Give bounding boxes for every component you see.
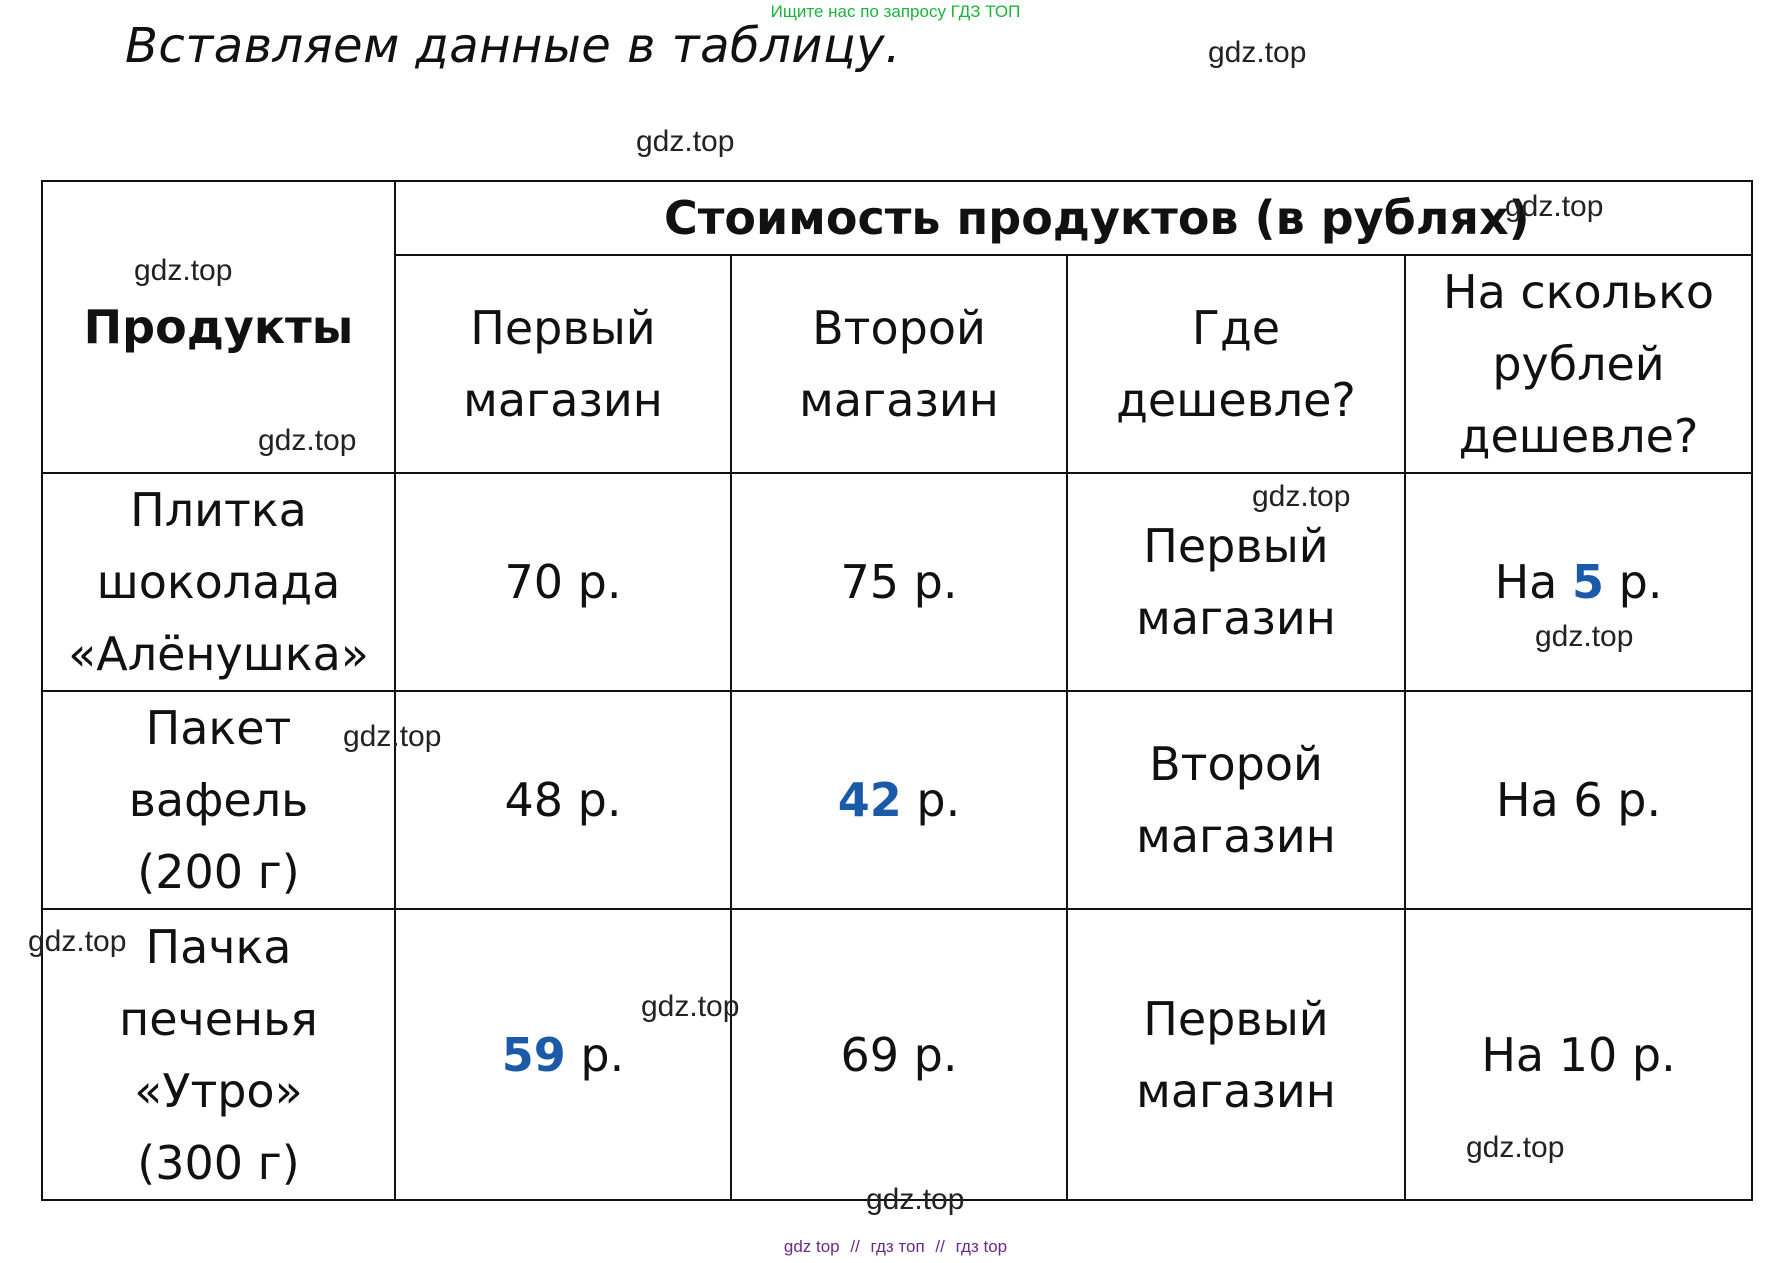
watermark: gdz.top [1505,190,1604,223]
diff-prefix: На [1481,1027,1559,1082]
header-shop1-line2: магазин [463,373,663,427]
footer-separator: // [850,1237,860,1256]
diff-value: 6 [1573,773,1603,827]
header-shop1-line1: Первый [470,301,656,355]
diff-cell [1405,909,1752,1200]
product-line: (200 г) [137,845,300,899]
watermark: gdz.top [866,1183,965,1216]
watermark: gdz.top [1252,480,1351,513]
cheaper-line: магазин [1136,809,1336,863]
cheaper-line: Второй [1149,737,1323,791]
price-value: 48 [504,773,564,827]
table-row [42,473,1752,691]
header-shop2-line2: магазин [799,373,999,427]
footer-links [0,1237,1791,1257]
header-cheaper [1067,255,1405,473]
header-shop2-line1: Второй [812,301,986,355]
diff-value-highlight: 5 [1571,555,1604,609]
shop2-price-cell [731,473,1067,691]
search-banner: Ищите нас по запросу ГДЗ ТОП [770,2,1021,21]
shop1-price-cell [395,691,731,909]
cheaper-line: магазин [1136,1063,1336,1118]
diff-prefix: На [1494,555,1572,609]
price-value-highlight: 59 [501,1027,566,1082]
shop1-price-cell [395,909,731,1200]
product-line: «Алёнушка» [68,627,369,681]
price-unit: р. [899,555,958,609]
header-cheaper-line2: дешевле? [1116,373,1356,427]
header-group-cost-label: Стоимость продуктов (в рублях) [664,191,1530,245]
table-header-row [42,181,1752,255]
header-shop1 [395,255,731,473]
watermark: gdz.top [641,990,740,1023]
diff-cell [1405,473,1752,691]
shop2-price-cell [731,691,1067,909]
header-shop2 [731,255,1067,473]
header-diff-line2: рублей [1492,337,1665,391]
diff-unit: р. [1617,1027,1676,1082]
table-row [42,691,1752,909]
product-cell [42,473,395,691]
price-unit: р. [563,773,622,827]
diff-prefix: На [1495,773,1574,827]
price-value-highlight: 42 [837,773,902,827]
watermark: gdz.top [258,424,357,457]
watermark: gdz.top [1466,1131,1565,1164]
cheaper-cell [1067,691,1405,909]
watermark: gdz.top [343,720,442,753]
shop2-price-cell [731,909,1067,1200]
watermark: gdz.top [28,925,127,958]
price-unit: р. [899,1027,958,1082]
header-diff [1405,255,1752,473]
price-table [41,180,1753,1201]
product-line: шоколада [96,555,341,609]
page-heading: Вставляем данные в таблицу. [125,18,901,74]
footer-separator: // [935,1237,945,1256]
footer-link-gdz-top-mixed[interactable]: гдз top [955,1237,1008,1256]
product-line: печенья [119,991,318,1046]
header-products-label: Продукты [83,300,354,354]
price-unit: р. [565,1027,625,1082]
product-line: Плитка [130,483,307,537]
product-line: (300 г) [137,1135,300,1190]
header-diff-line3: дешевле? [1458,409,1699,463]
cheaper-line: Первый [1143,991,1329,1046]
product-line: Пачка [145,919,292,974]
diff-value: 10 [1558,1027,1618,1082]
price-value: 70 [504,555,564,609]
footer-link-gdz-top[interactable]: gdz top [783,1237,840,1256]
header-cheaper-line1: Где [1191,301,1281,355]
cheaper-line: магазин [1136,591,1336,645]
price-value: 75 [840,555,900,609]
price-unit: р. [901,773,961,827]
price-unit: р. [563,555,622,609]
cheaper-line: Первый [1143,519,1329,573]
shop1-price-cell [395,473,731,691]
diff-cell [1405,691,1752,909]
watermark: gdz.top [636,125,735,158]
diff-unit: р. [1604,555,1663,609]
product-line: «Утро» [134,1063,303,1118]
footer-link-gdz-top-ru[interactable]: гдз топ [870,1237,925,1256]
header-diff-line1: На сколько [1442,265,1715,319]
watermark: gdz.top [134,254,233,287]
price-value: 69 [840,1027,900,1082]
cheaper-cell [1067,909,1405,1200]
cheaper-cell [1067,473,1405,691]
product-line: вафель [128,773,309,827]
watermark: gdz.top [1208,36,1307,69]
product-line: Пакет [145,701,292,755]
watermark: gdz.top [1535,620,1634,653]
diff-unit: р. [1602,773,1662,827]
